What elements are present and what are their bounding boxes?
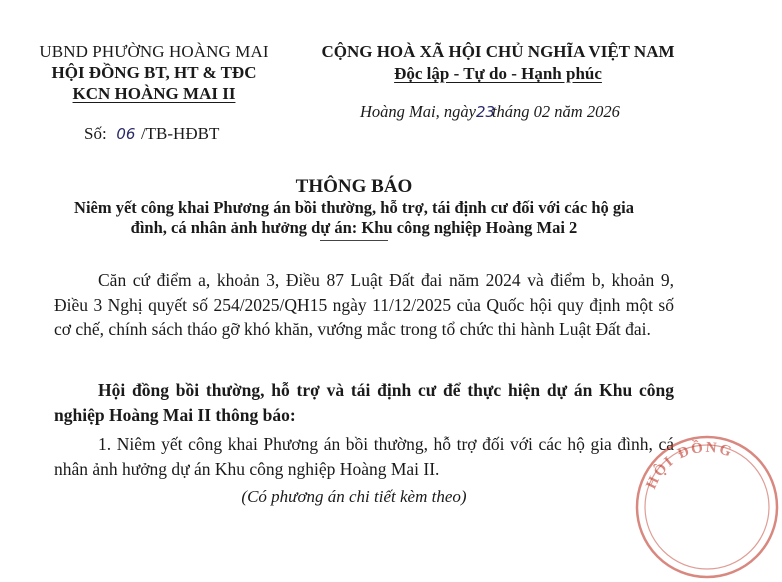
paragraph-item-1: 1. Niêm yết công khai Phương án bồi thường, hỗ trợ đối với các hộ gia đình, cá nhân ảnh hưởng dự án Khu công nghiệp Hoàng Mai II.: [54, 434, 674, 479]
date-prefix: Hoàng Mai, ngày: [360, 102, 476, 121]
number-prefix: Số:: [84, 124, 107, 143]
title-divider: [0, 240, 708, 241]
number-handwritten: 06: [116, 125, 136, 143]
subtitle-line-1: Niêm yết công khai Phương án bồi thường, hỗ trợ, tái định cư đối với các hộ gia: [74, 198, 634, 217]
date-suffix: tháng 02 năm 2026: [491, 102, 620, 121]
paragraph-legal-basis: Căn cứ điểm a, khoản 3, Điều 87 Luật Đất đai năm 2024 và điểm b, khoản 9, Điều 3 Nghị quyết số 254/2025/QH15 ngày 11/12/2025 của Quốc hội quy định một số cơ chế, chính sách tháo gỡ khó khăn, vướng mắc trong tổ chức thi hành Luật Đất đai.: [54, 270, 674, 339]
issuer-line-3-text: KCN HOÀNG MAI II: [72, 84, 236, 103]
issuer-line-3: [38, 84, 270, 104]
document-number: [84, 124, 219, 144]
national-motto: [300, 64, 696, 84]
attachment-note: (Có phương án chi tiết kèm theo): [241, 487, 467, 506]
issuer-line-1: UBND PHƯỜNG HOÀNG MAI: [39, 42, 269, 61]
paragraph-announcement: Hội đồng bồi thường, hỗ trợ và tái định cư để thực hiện dự án Khu công nghiệp Hoàng Mai II thông báo:: [54, 380, 674, 425]
national-motto-text: Độc lập - Tự do - Hạnh phúc: [394, 64, 602, 83]
document-title: THÔNG BÁO: [295, 176, 413, 197]
subtitle-line-2: đình, cá nhân ảnh hưởng dự án: Khu công nghiệp Hoàng Mai 2: [130, 218, 578, 237]
number-suffix: /TB-HĐBT: [140, 124, 220, 143]
date-day-handwritten: 23: [475, 103, 496, 121]
issuer-line-2: HỘI ĐỒNG BT, HT & TĐC: [51, 63, 257, 82]
national-title: CỘNG HOÀ XÃ HỘI CHỦ NGHĨA VIỆT NAM: [321, 42, 675, 61]
seal-text: HỘI ĐỒNG: [643, 439, 736, 492]
issue-date: [360, 102, 620, 122]
